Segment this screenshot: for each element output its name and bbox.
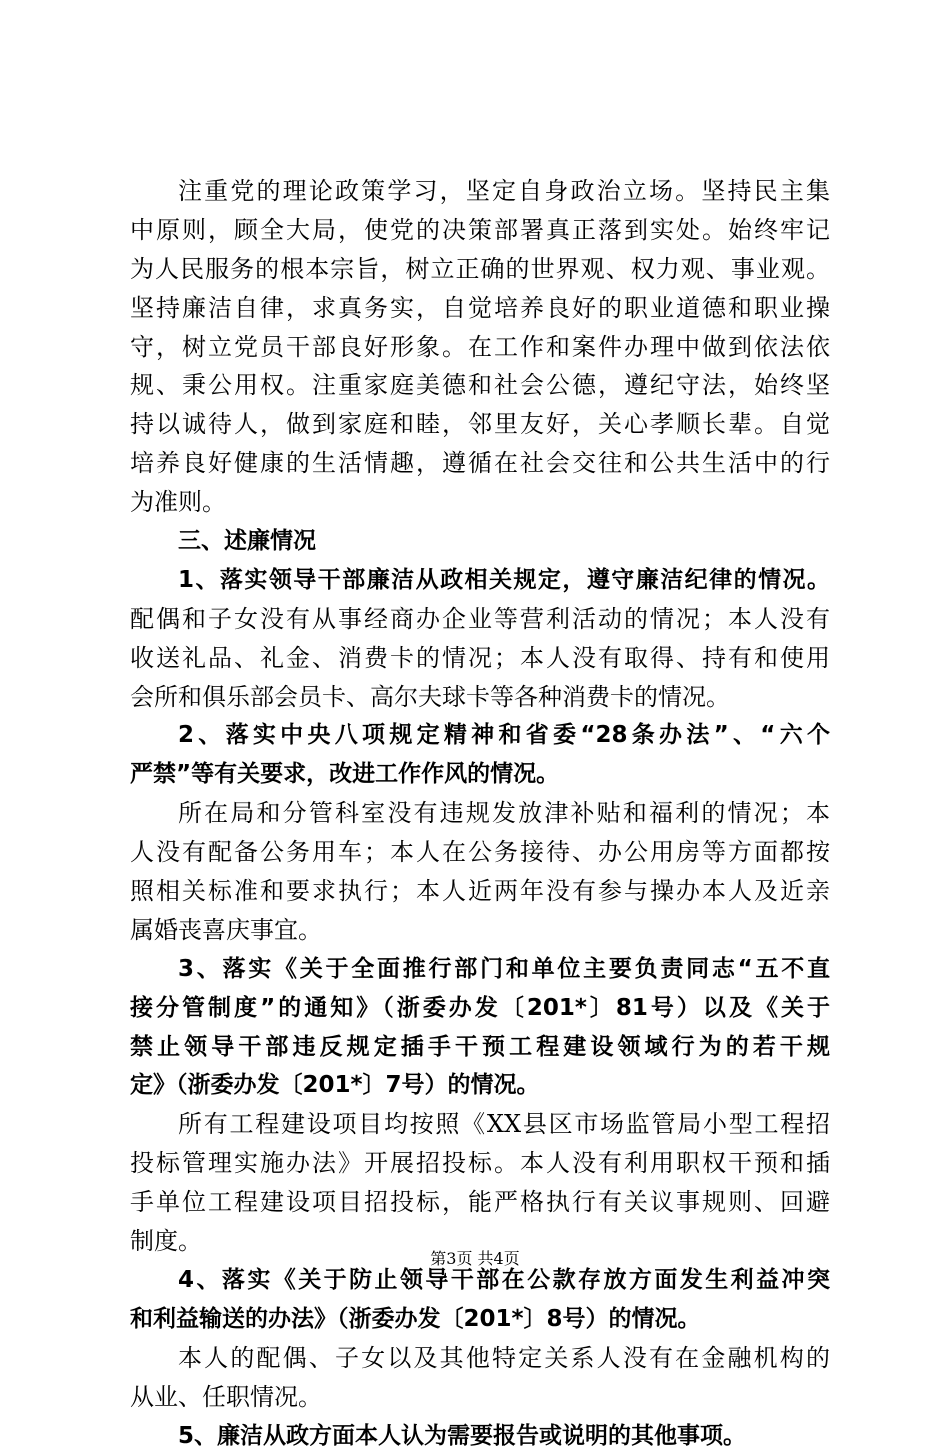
paragraph-line: 中原则，顾全大局，使党的决策部署真正落到实处。始终牢记 (130, 211, 830, 250)
page-footer: 第3页 共4页 (0, 1246, 950, 1269)
item-heading: 定》（浙委办发〔201*〕7号）的情况。 (130, 1066, 830, 1105)
paragraph-line: 培养良好健康的生活情趣，遵循在社会交往和公共生活中的行 (130, 444, 830, 483)
item-heading: 4、落实《关于防止领导干部在公款存放方面发生利益冲突 (130, 1261, 830, 1300)
item-heading: 5、廉洁从政方面本人认为需要报告或说明的其他事项。 (130, 1417, 830, 1455)
paragraph-line: 照相关标准和要求执行；本人近两年没有参与操办本人及近亲 (130, 872, 830, 911)
paragraph-line: 所有工程建设项目均按照《XX县区市场监管局小型工程招 (130, 1105, 830, 1144)
paragraph-line: 制度。 (130, 1222, 830, 1261)
item-heading: 严禁”等有关要求，改进工作作风的情况。 (130, 755, 830, 794)
paragraph-line: 手单位工程建设项目招投标，能严格执行有关议事规则、回避 (130, 1183, 830, 1222)
item-heading: 2、落实中央八项规定精神和省委“28条办法”、“六个 (130, 716, 830, 755)
item-heading: 和利益输送的办法》（浙委办发〔201*〕8号）的情况。 (130, 1300, 830, 1339)
paragraph-line: 属婚丧喜庆事宜。 (130, 911, 830, 950)
paragraph-line: 配偶和子女没有从事经商办企业等营利活动的情况；本人没有 (130, 600, 830, 639)
paragraph-line: 持以诚待人，做到家庭和睦，邻里友好，关心孝顺长辈。自觉 (130, 405, 830, 444)
paragraph-line: 规、秉公用权。注重家庭美德和社会公德，遵纪守法，始终坚 (130, 366, 830, 405)
item-heading: 禁止领导干部违反规定插手干预工程建设领域行为的若干规 (130, 1028, 830, 1067)
paragraph-line: 从业、任职情况。 (130, 1378, 830, 1417)
section-heading: 三、述廉情况 (130, 522, 830, 561)
paragraph-line: 人没有配备公务用车；本人在公务接待、办公用房等方面都按 (130, 833, 830, 872)
paragraph-line: 会所和俱乐部会员卡、高尔夫球卡等各种消费卡的情况。 (130, 678, 830, 717)
paragraph-line: 投标管理实施办法》开展招投标。本人没有利用职权干预和插 (130, 1144, 830, 1183)
paragraph-line: 守，树立党员干部良好形象。在工作和案件办理中做到依法依 (130, 328, 830, 367)
paragraph-line: 注重党的理论政策学习，坚定自身政治立场。坚持民主集 (130, 172, 830, 211)
paragraph-line: 收送礼品、礼金、消费卡的情况；本人没有取得、持有和使用 (130, 639, 830, 678)
paragraph-line: 本人的配偶、子女以及其他特定关系人没有在金融机构的 (130, 1339, 830, 1378)
item-heading: 接分管制度”的通知》（浙委办发〔201*〕81号）以及《关于 (130, 989, 830, 1028)
paragraph-line: 为准则。 (130, 483, 830, 522)
paragraph-line: 坚持廉洁自律，求真务实，自觉培养良好的职业道德和职业操 (130, 289, 830, 328)
item-heading: 3、落实《关于全面推行部门和单位主要负责同志“五不直 (130, 950, 830, 989)
paragraph-line: 所在局和分管科室没有违规发放津补贴和福利的情况；本 (130, 794, 830, 833)
paragraph-line: 为人民服务的根本宗旨，树立正确的世界观、权力观、事业观。 (130, 250, 830, 289)
item-heading: 1、落实领导干部廉洁从政相关规定，遵守廉洁纪律的情况。 (130, 561, 830, 600)
